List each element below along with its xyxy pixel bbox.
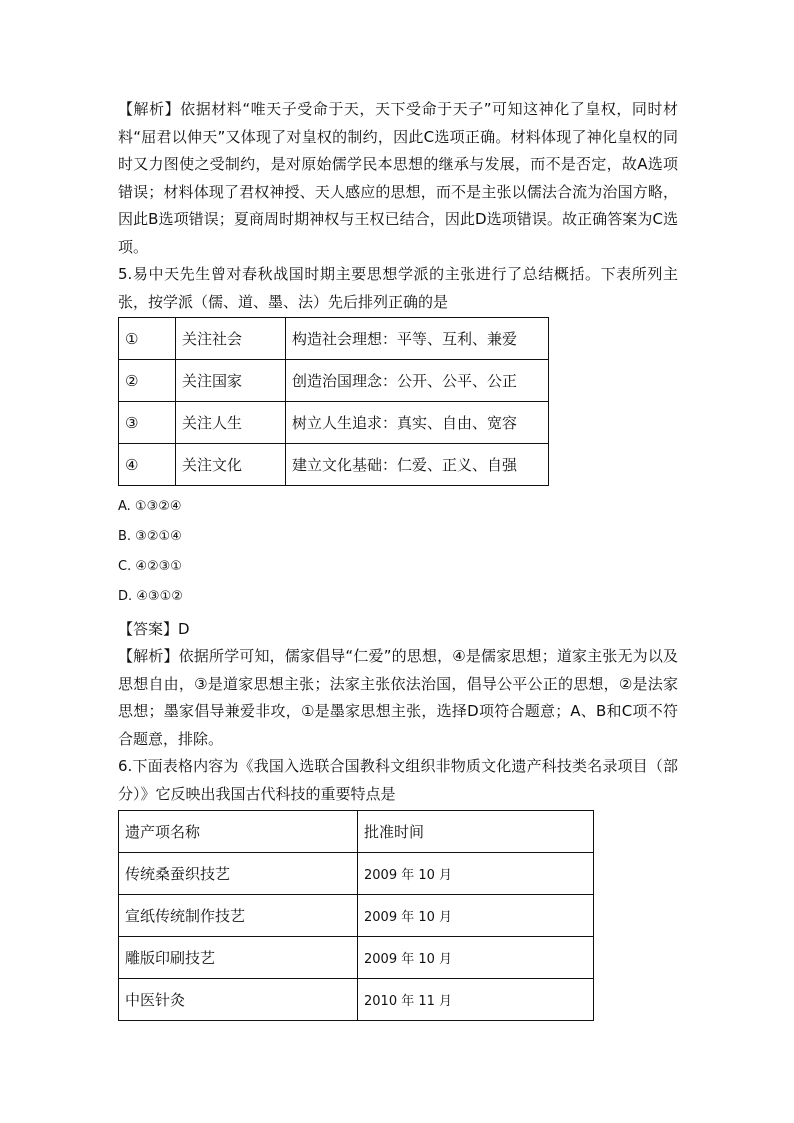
analysis-q4: 【解析】依据材料“唯天子受命于天，天下受命于天子”可知这神化了皇权，同时材料“屈君以伸天”又体现了对皇权的制约，因此C选项正确。材料体现了神化皇权的同时又力图使之受制约，是对原始儒学民本思想的继承与发展，而不是否定，故A选项错误；材料体现了君权神授、天人感应的思想，而不是主张以儒法合流为治国方略，因此B选项错误；夏商周时期神权与王权已结合，因此D选项错误。故正确答案为C选项。	[118, 100, 678, 256]
table-cell: 雕版印刷技艺	[119, 937, 358, 979]
table-cell: 关注人生	[176, 402, 286, 444]
table-cell: 2009 年 10 月	[358, 853, 594, 895]
column-header: 遗产项名称	[119, 811, 358, 853]
table-row	[119, 402, 549, 444]
table-header-row	[119, 811, 594, 853]
table-cell: 宣纸传统制作技艺	[119, 895, 358, 937]
table-cell: 构造社会理想：平等、互利、兼爱	[286, 318, 549, 360]
option-b: B. ③②①④	[118, 529, 182, 544]
question-6-stem: 6.下面表格内容为《我国入选联合国教科文组织非物质文化遗产科技类名录项目（部分）》它反映出我国古代科技的重要特点是	[118, 757, 678, 803]
table-row	[119, 853, 594, 895]
table-cell: 关注国家	[176, 360, 286, 402]
table-cell: 2009 年 10 月	[358, 895, 594, 937]
table-cell: 中医针灸	[119, 979, 358, 1021]
table-row	[119, 895, 594, 937]
question-5-stem: 5.易中天先生曾对春秋战国时期主要思想学派的主张进行了总结概括。下表所列主张，按学派（儒、道、墨、法）先后排列正确的是	[118, 265, 678, 311]
table-cell: 传统桑蚕织技艺	[119, 853, 358, 895]
table-row	[119, 937, 594, 979]
option-a: A. ①③②④	[118, 499, 182, 514]
table-row	[119, 979, 594, 1021]
option-c: C. ④②③①	[118, 559, 182, 574]
table-row	[119, 360, 549, 402]
table-cell: 2009 年 10 月	[358, 937, 594, 979]
table-row	[119, 318, 549, 360]
option-d: D. ④③①②	[118, 589, 183, 604]
table-cell: ①	[119, 318, 176, 360]
analysis-q5: 【解析】依据所学可知，儒家倡导“仁爱”的思想，④是儒家思想；道家主张无为以及思想自由，③是道家思想主张；法家主张依法治国，倡导公平公正的思想，②是法家思想；墨家倡导兼爱非攻，①是墨家思想主张，选择D项符合题意；A、B和C项不符合题意，排除。	[118, 647, 678, 748]
table-row	[119, 444, 549, 486]
answer-q5: 【答案】D	[118, 620, 190, 638]
column-header: 批准时间	[358, 811, 594, 853]
question-5-table	[118, 317, 549, 486]
table-cell: 创造治国理念：公开、公平、公正	[286, 360, 549, 402]
table-cell: 建立文化基础：仁爱、正义、自强	[286, 444, 549, 486]
question-6-table	[118, 810, 594, 1021]
table-cell: ②	[119, 360, 176, 402]
table-cell: 关注社会	[176, 318, 286, 360]
table-cell: 关注文化	[176, 444, 286, 486]
table-cell: 树立人生追求：真实、自由、宽容	[286, 402, 549, 444]
table-cell: ④	[119, 444, 176, 486]
table-cell: ③	[119, 402, 176, 444]
table-cell: 2010 年 11 月	[358, 979, 594, 1021]
content-area	[118, 96, 678, 1021]
